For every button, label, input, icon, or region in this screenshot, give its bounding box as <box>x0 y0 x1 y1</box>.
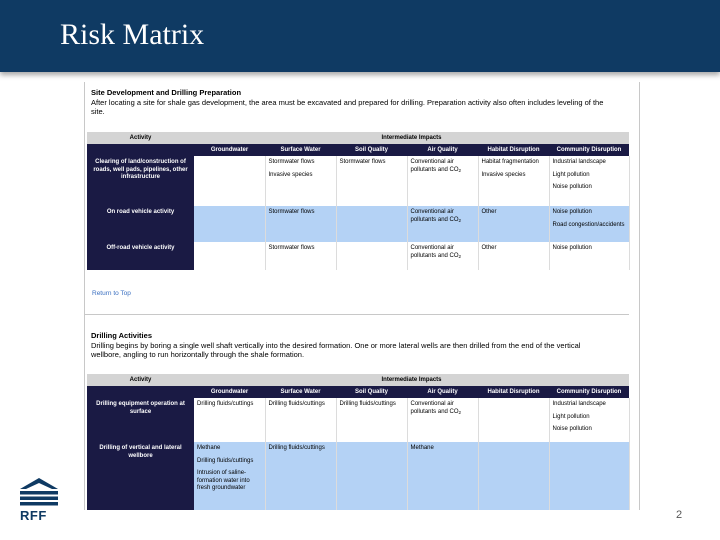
soil-quality-cell <box>336 242 407 270</box>
impact-item: Drilling fluids/cuttings <box>339 401 396 407</box>
habitat-cell <box>478 442 549 510</box>
impact-item: Drilling fluids/cuttings <box>268 401 325 407</box>
risk-table-2 <box>87 374 630 510</box>
surface-water-cell <box>265 398 336 442</box>
header-surface-water: Surface Water <box>265 386 336 398</box>
header-soil-quality: Soil Quality <box>336 386 407 398</box>
header-air-quality: Air Quality <box>407 144 478 156</box>
impact-item: Other <box>481 245 497 251</box>
header-groundwater: Groundwater <box>194 386 265 398</box>
page-number: 2 <box>676 509 683 521</box>
habitat-cell <box>478 242 549 270</box>
header-blank <box>87 144 194 156</box>
impact-item: Conventional air pollutants and $CO_2$ <box>410 245 462 259</box>
table-row <box>87 206 629 242</box>
activity-cell: Drilling equipment operation at surface <box>87 398 194 442</box>
impact-item: Habitat fragmentation <box>481 159 539 165</box>
impact-item: Conventional air pollutants and $CO_2$ <box>410 159 462 173</box>
groundwater-cell <box>194 156 265 206</box>
table-row <box>87 442 629 510</box>
air-quality-cell <box>407 398 478 442</box>
impact-item: Light pollution <box>552 413 590 420</box>
table-row <box>87 242 629 270</box>
community-cell <box>549 398 629 442</box>
header-community-disruption: Community Disruption <box>549 386 629 398</box>
table-row <box>87 398 629 442</box>
return-to-top-link[interactable]: Return to Top <box>92 290 131 297</box>
habitat-cell <box>478 156 549 206</box>
embedded-document <box>84 82 640 510</box>
impact-item: Drilling fluids/cuttings <box>268 445 325 451</box>
impact-item: Drilling fluids/cuttings <box>197 401 254 407</box>
surface-water-cell <box>265 206 336 242</box>
header-activity: Activity <box>87 132 194 144</box>
header-intermediate-impacts: Intermediate Impacts <box>194 132 629 144</box>
air-quality-cell <box>407 442 478 510</box>
section2-description: Drilling begins by boring a single well shaft vertically into the desired formation. One or more lateral wells are then drilled from the end of the vertical wellbore, angling to run horizontally through the shale formation. <box>91 341 581 359</box>
impact-item: Methane <box>197 445 221 451</box>
impact-item: Methane <box>410 445 434 451</box>
impact-item: Invasive species <box>481 171 526 178</box>
header-community-disruption: Community Disruption <box>549 144 629 156</box>
header-air-quality: Air Quality <box>407 386 478 398</box>
groundwater-cell <box>194 398 265 442</box>
impact-item: Light pollution <box>552 171 590 178</box>
air-quality-cell <box>407 206 478 242</box>
title-bar <box>0 0 720 72</box>
activity-cell: Off-road vehicle activity <box>87 242 194 270</box>
community-cell <box>549 442 629 510</box>
impact-item: Noise pollution <box>552 426 592 432</box>
header-blank <box>87 386 194 398</box>
header-groundwater: Groundwater <box>194 144 265 156</box>
activity-cell: On road vehicle activity <box>87 206 194 242</box>
impact-item: Stormwater flows <box>268 245 315 251</box>
soil-quality-cell <box>336 442 407 510</box>
header-habitat-disruption: Habitat Disruption <box>478 144 549 156</box>
risk-table-1 <box>87 132 630 270</box>
impact-item: Stormwater flows <box>268 159 315 165</box>
header-activity: Activity <box>87 374 194 386</box>
air-quality-cell <box>407 156 478 206</box>
impact-item: Stormwater flows <box>268 209 315 215</box>
impact-item: Road congestion/accidents <box>552 221 625 228</box>
impact-item: Industrial landscape <box>552 159 606 165</box>
community-cell <box>549 156 629 206</box>
surface-water-cell <box>265 242 336 270</box>
header-soil-quality: Soil Quality <box>336 144 407 156</box>
impact-item: Noise pollution <box>552 245 592 251</box>
impact-item: Industrial landscape <box>552 401 606 407</box>
section2-title: Drilling Activities <box>91 331 152 340</box>
activity-cell: Drilling of vertical and lateral wellbore <box>87 442 194 510</box>
surface-water-cell <box>265 442 336 510</box>
impact-item: Invasive species <box>268 171 313 178</box>
soil-quality-cell <box>336 156 407 206</box>
impact-item: Stormwater flows <box>339 159 386 165</box>
impact-item: Noise pollution <box>552 209 592 215</box>
impact-item: Conventional air pollutants and $CO_2$ <box>410 401 462 415</box>
header-intermediate-impacts: Intermediate Impacts <box>194 374 629 386</box>
habitat-cell <box>478 206 549 242</box>
habitat-cell <box>478 398 549 442</box>
soil-quality-cell <box>336 206 407 242</box>
section-divider <box>85 314 629 315</box>
impact-item: Noise pollution <box>552 184 592 190</box>
activity-cell: Clearing of land/construction of roads, well pads, pipelines, other infrastructure <box>87 156 194 206</box>
impact-item: Other <box>481 209 497 215</box>
section1-description: After locating a site for shale gas development, the area must be excavated and prepared for drilling. Preparation activity also often includes leveling of the site. <box>91 98 604 116</box>
surface-water-cell <box>265 156 336 206</box>
air-quality-cell <box>407 242 478 270</box>
groundwater-cell <box>194 242 265 270</box>
groundwater-cell <box>194 206 265 242</box>
community-cell <box>549 206 629 242</box>
impact-item: Intrusion of saline-formation water into fresh groundwater <box>197 470 250 491</box>
logo-text: RFF <box>20 508 47 523</box>
soil-quality-cell <box>336 398 407 442</box>
impact-item: Drilling fluids/cuttings <box>197 457 254 464</box>
header-surface-water: Surface Water <box>265 144 336 156</box>
community-cell <box>549 242 629 270</box>
slide-title: Risk Matrix <box>60 18 205 51</box>
impact-item: Conventional air pollutants and $CO_2$ <box>410 209 462 223</box>
groundwater-cell <box>194 442 265 510</box>
table-row <box>87 156 629 206</box>
section1-title: Site Development and Drilling Preparation <box>91 88 242 97</box>
header-habitat-disruption: Habitat Disruption <box>478 386 549 398</box>
